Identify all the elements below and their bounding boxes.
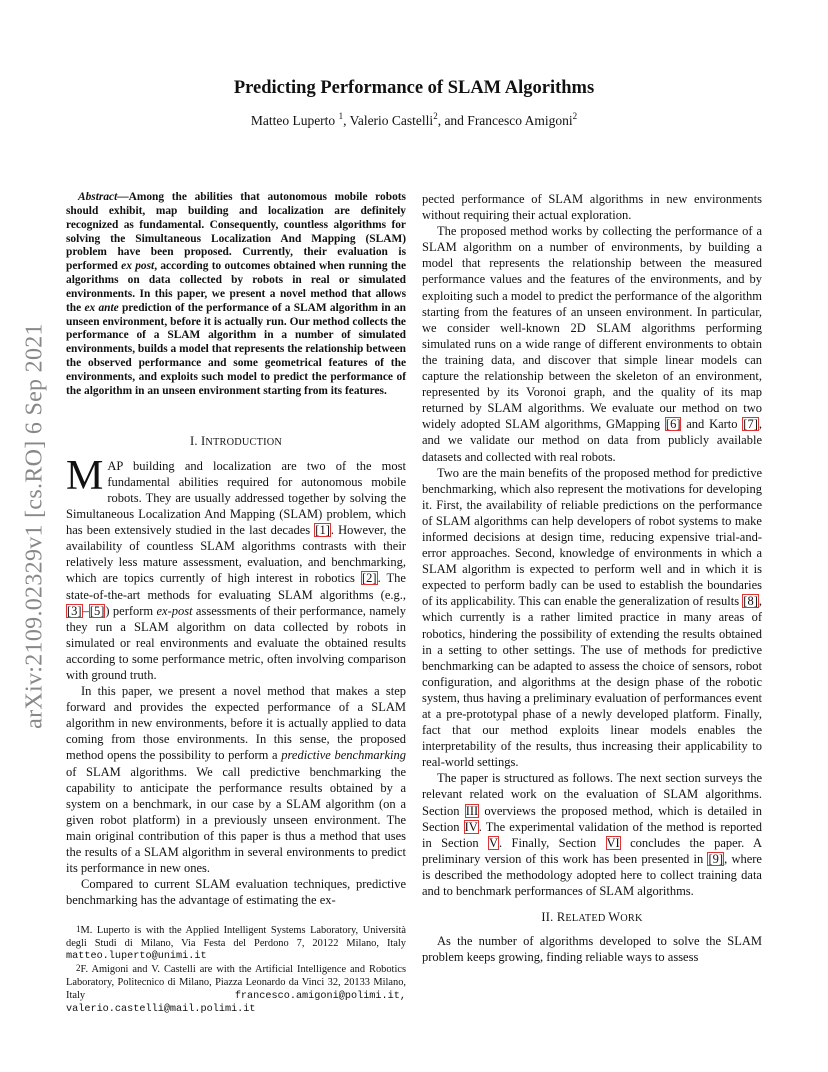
author-line <box>0 113 828 129</box>
citation-link[interactable]: [5] <box>89 603 105 618</box>
citation-link[interactable]: [9] <box>708 851 724 866</box>
author-amigoni: , and Francesco Amigoni <box>437 113 573 128</box>
intro-paragraph-5: Two are the main benefits of the proposed method for predictive benchmarking, which also represent the motivations for developing it. First, the availability of reliable predictions on the performance of SLAM algorithms can help developers of robot systems to make informed decisions at design time, reducing expensive trial-and-error approaches. Second, knowledge of environments in which a SLAM algorithm is expected to perform well and in which it is expected to perform badly can be used to establish the boundaries of its applicability. This can enable the generalization of results [8], which currently is a rather limited practice in many areas of robotics, hindering the possibility of extending the results obtained in a setting to other settings. The use of methods for predictive benchmarking can be adapted to assess the choice of sensors, robot configuration, and algorithms at the design phase of the robotic system, thus having a preliminary evaluation of performances event at a pre-prototypal phase of a newly developed platform. Finally, fact that our method exploits linear models enables the interpretability of the results, thus increasing their applicability to real-world settings. <box>422 465 762 770</box>
email-amigoni-castelli: francesco.amigoni@polimi.it, valerio.castelli@mail.polimi.it <box>66 990 406 1016</box>
section-heading-related-work: II. RELATED WORK <box>541 910 643 925</box>
citation-link[interactable]: [6] <box>665 417 681 432</box>
related-work-paragraph-1: As the number of algorithms developed to solve the SLAM problem keeps growing, finding reliable ways to assess <box>422 934 762 965</box>
section-link[interactable]: IV <box>464 819 478 834</box>
intro-paragraph-4: The proposed method works by collecting the performance of a SLAM algorithm on a number of environments, by building a model that represents the relationship between the measured performance values and the features of the environments, and by exploiting such a model to predict the performance of the algorithm starting from the features of an unseen environment. In particular, we consider well-known 2D SLAM algorithms performing simulated runs on a wide range of different environments to obtain the training data, and discover that simple linear models can capture the relationship between the skeleton of an environment, represented by its Voronoi graph, and the quality of its map returned by SLAM algorithms. We evaluate our method on two widely adopted SLAM algorithms, GMapping [6] and Karto [7], and we validate our method on data from publicly available datasets and collected with real robots. <box>422 224 762 464</box>
citation-link[interactable]: [2] <box>361 571 377 586</box>
author-luperto: Matteo Luperto <box>250 113 339 128</box>
section-link[interactable]: VI <box>606 835 620 850</box>
email-luperto: matteo.luperto@unimi.it <box>66 951 207 963</box>
citation-link[interactable]: [3] <box>67 603 82 618</box>
affiliation-mark: 2 <box>433 111 438 121</box>
intro-paragraph-3-cont: pected performance of SLAM algorithms in new environments without requiring their actual exploration. <box>422 192 762 223</box>
abstract: Abstract—Among the abilities that autonomous mobile robots should exhibit, map building and localization are definitely recognized as fundamental. Consequently, countless algorithms for solving the Simultaneous Localization And Mapping (SLAM) problem have been proposed. Currently, their evaluation is performed ex post, according to outcomes obtained when running the algorithms on data collected by robots in real or simulated environments. In this paper, we present a novel method that allows the ex ante prediction of the performance of a SLAM algorithm in an unseen environment, before it is actually run. Our method collects the performance of a SLAM algorithm in a number of simulated environments, builds a model that represents the relationship between the observed performance and some geometrical features of the environments, and exploits such model to predict the performance of the algorithm in an unseen environment starting from its features. <box>66 191 406 397</box>
left-column <box>66 191 406 908</box>
footnote-1: $^1$M. Luperto is with the Applied Intelligent Systems Laboratory, Università degli Studi di Milano, Via Festa del Perdono 7, 20122 Milano, Italy matteo.luperto@unimi.it <box>66 924 406 963</box>
author-castelli: , Valerio Castelli <box>343 113 434 128</box>
citation-link[interactable]: [8] <box>743 594 758 609</box>
arxiv-id-text: arXiv:2109.02329v1 [cs.RO] 6 Sep 2021 <box>21 323 48 729</box>
drop-cap: M <box>66 452 104 499</box>
arxiv-identifier-sidebar <box>15 296 55 756</box>
intro-paragraph-3: Compared to current SLAM evaluation techniques, predictive benchmarking has the advantage of estimating the ex- <box>66 877 406 908</box>
paper-title: Predicting Performance of SLAM Algorithms <box>233 78 595 98</box>
citation-link[interactable]: [7] <box>743 417 758 432</box>
citation-link[interactable]: [1] <box>315 523 330 538</box>
affiliation-mark: 1 <box>338 111 344 121</box>
intro-paragraph-6: The paper is structured as follows. The next section surveys the relevant related work on the evaluation of SLAM algorithms. Section III overviews the proposed method, which is detailed in Section IV. The experimental validation of the method is reported in Section V. Finally, Section VI concludes the paper. A preliminary version of this work has been presented in [9], where is described the methodology adopted here to collect training data and to benchmark performances of SLAM algorithms. <box>422 771 762 899</box>
section-link[interactable]: III <box>465 803 479 818</box>
footnote-2: $^2$F. Amigoni and V. Castelli are with the Artificial Intelligence and Robotics Laboratory, Politecnico di Milano, Piazza Leonardo da Vinci 32, 20133 Milano, Italy francesco.amigoni@polimi.it, valerio.castelli@mail.polimi.it <box>66 963 406 1016</box>
section-link[interactable]: V <box>488 835 499 850</box>
intro-paragraph-1: MAP building and localization are two of the most fundamental abilities required for autonomous mobile robots. They are usually addressed together by solving the Simultaneous Localization And Mapping (SLAM) problem, which has been extensively studied in the last decades [1]. However, the availability of countless SLAM algorithms contrasts with their relatively less mature assessment, evaluation, and benchmarking, which are topics currently of high interest in robotics [2]. The state-of-the-art methods for evaluating SLAM algorithms (e.g., [3]–[5]) perform ex-post assessments of their performance, namely they run a SLAM algorithm on data collected by robots in simulated or real environments and evaluate the obtained results according to some performance metric, often involving comparison with ground truth. <box>66 452 407 682</box>
footnotes <box>66 925 406 1017</box>
affiliation-mark: 2 <box>572 111 578 121</box>
section-heading-introduction: I. INTRODUCTION <box>190 433 282 448</box>
intro-paragraph-2: In this paper, we present a novel method that makes a step forward and provides the expected performance of a SLAM algorithm in new environments, before it is actually applied to data coming from those environments. In this sense, the proposed method opens the possibility to perform a predictive benchmarking of SLAM algorithms. We call predictive benchmarking the capability to anticipate the performance results obtained by a system on a benchmark, in our case by a SLAM algorithm (on a given robot platform) in a previously unseen environment. The main original contribution of this paper is thus a method that uses the results of a SLAM algorithm in several environments to predict its performance in new ones. <box>66 684 406 876</box>
right-column <box>422 191 762 965</box>
abstract-label: Abstract <box>78 191 118 203</box>
